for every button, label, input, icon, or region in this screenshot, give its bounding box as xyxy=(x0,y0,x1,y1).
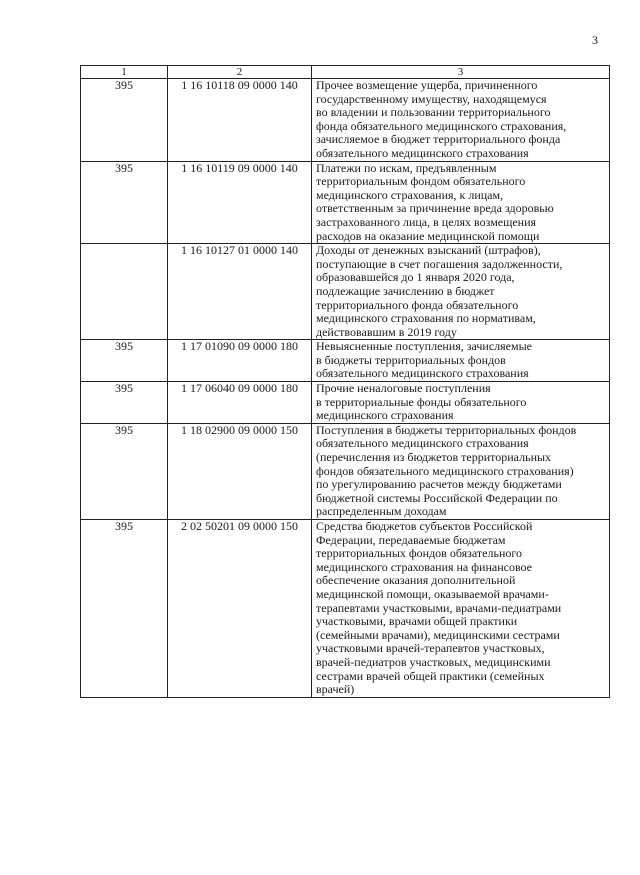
revenue-name-cell xyxy=(312,244,610,340)
revenue-name-line: территориальным фондом обязательного xyxy=(316,174,526,189)
revenue-code-cell: 1 17 06040 09 0000 180 xyxy=(168,382,312,424)
table-row xyxy=(81,244,610,340)
revenue-code-cell: 1 16 10119 09 0000 140 xyxy=(168,161,312,244)
column-header-1: 1 xyxy=(81,66,168,79)
revenue-name-line: застрахованного лица, в целях возмещения xyxy=(316,214,537,229)
admin-code-cell: 395 xyxy=(81,520,168,698)
revenue-name-line: во владении и пользовании территориального xyxy=(316,105,551,120)
table-body xyxy=(81,79,610,698)
revenue-name-line: образовавшейся до 1 января 2020 года, xyxy=(316,270,515,285)
revenue-code-cell: 1 18 02900 09 0000 150 xyxy=(168,423,312,519)
revenue-name-line: в территориальные фонды обязательного xyxy=(316,394,527,409)
revenue-name-line: действовавшим в 2019 году xyxy=(316,324,457,339)
revenue-name-line: в бюджеты территориальных фондов xyxy=(316,352,506,367)
revenue-name-line: зачисляемое в бюджет территориального фонда xyxy=(316,132,561,147)
column-header-3: 3 xyxy=(312,66,610,79)
revenue-name-line: медицинского страхования на финансовое xyxy=(316,559,533,574)
admin-code-cell: 395 xyxy=(81,340,168,382)
revenue-name-line: бюджетной системы Российской Федерации по xyxy=(316,490,558,505)
revenue-name-line: Средства бюджетов субъектов Российской xyxy=(316,519,533,533)
revenue-code-cell: 1 16 10127 01 0000 140 xyxy=(168,244,312,340)
table-row xyxy=(81,423,610,519)
revenue-name-line: (перечисления из бюджетов территориальных xyxy=(316,450,552,465)
revenue-name-line: медицинского страхования, к лицам, xyxy=(316,187,504,202)
table-row xyxy=(81,382,610,424)
revenue-name-line: фондов обязательного медицинского страхования) xyxy=(316,463,574,478)
revenue-name-line: (семейными врачами), медицинскими сестрами xyxy=(316,627,560,642)
revenue-name-cell xyxy=(312,161,610,244)
revenue-name-line: Платежи по искам, предъявленным xyxy=(316,160,497,175)
revenue-name-line: участковыми врачей-терапевтов участковых, xyxy=(316,641,545,656)
revenue-name-line: врачей-педиатров участковых, медицинскими xyxy=(316,654,551,669)
admin-code-cell xyxy=(81,244,168,340)
revenue-name-line: сестрами врачей общей практики (семейных xyxy=(316,668,545,683)
revenue-name-line: Прочее возмещение ущерба, причиненного xyxy=(316,78,538,92)
revenue-name-line: обязательного медицинского страхования xyxy=(316,436,529,451)
revenue-codes-table xyxy=(80,65,610,698)
revenue-name-line: Поступления в бюджеты территориальных фондов xyxy=(316,422,577,437)
revenue-name-line: Невыясненные поступления, зачисляемые xyxy=(316,339,532,354)
revenue-name-line: поступающие в счет погашения задолженности, xyxy=(316,256,563,271)
revenue-name-line: медицинской помощи, оказываемой врачами- xyxy=(316,586,549,601)
revenue-name-line: Доходы от денежных взысканий (штрафов), xyxy=(316,243,541,258)
revenue-code-cell: 2 02 50201 09 0000 150 xyxy=(168,520,312,698)
table-header xyxy=(81,66,610,79)
admin-code-cell: 395 xyxy=(81,79,168,162)
revenue-code-cell: 1 17 01090 09 0000 180 xyxy=(168,340,312,382)
revenue-name-line: подлежащие зачислению в бюджет xyxy=(316,283,495,298)
revenue-name-line: фонда обязательного медицинского страхования, xyxy=(316,118,567,133)
revenue-name-line: территориального фонда обязательного xyxy=(316,297,519,312)
revenue-name-line: медицинского страхования xyxy=(316,408,454,423)
revenue-name-line: Прочие неналоговые поступления xyxy=(316,381,491,396)
revenue-name-line: по урегулированию расчетов между бюджетами xyxy=(316,477,562,492)
table-row xyxy=(81,520,610,698)
table-row xyxy=(81,340,610,382)
admin-code-cell: 395 xyxy=(81,423,168,519)
revenue-code-cell: 1 16 10118 09 0000 140 xyxy=(168,79,312,162)
revenue-name-line: Федерации, передаваемые бюджетам xyxy=(316,532,506,547)
admin-code-cell: 395 xyxy=(81,382,168,424)
revenue-name-line: территориальных фондов обязательного xyxy=(316,546,523,561)
admin-code-cell: 395 xyxy=(81,161,168,244)
revenue-name-line: ответственным за причинение вреда здоровью xyxy=(316,201,554,216)
table-row xyxy=(81,161,610,244)
revenue-name-cell xyxy=(312,340,610,382)
revenue-name-line: обязательного медицинского страхования xyxy=(316,145,529,160)
revenue-name-line: медицинского страхования по нормативам, xyxy=(316,311,536,326)
revenue-name-line: расходов на оказание медицинской помощи xyxy=(316,228,540,243)
table-row xyxy=(81,79,610,162)
revenue-name-line: обеспечение оказания дополнительной xyxy=(316,573,516,588)
revenue-name-cell xyxy=(312,423,610,519)
revenue-name-line: терапевтами участковыми, врачами-педиатрами xyxy=(316,600,562,615)
page-number: 3 xyxy=(592,33,598,47)
revenue-name-line: обязательного медицинского страхования xyxy=(316,366,529,381)
revenue-name-line: участковыми, врачами общей практики xyxy=(316,614,518,629)
revenue-name-cell xyxy=(312,79,610,162)
revenue-name-cell xyxy=(312,520,610,698)
header-row xyxy=(81,66,610,79)
revenue-name-cell xyxy=(312,382,610,424)
revenue-name-line: распределенным доходам xyxy=(316,504,447,519)
revenue-name-line: врачей) xyxy=(316,682,355,697)
column-header-2: 2 xyxy=(168,66,312,79)
revenue-name-line: государственному имуществу, находящемуся xyxy=(316,91,547,106)
